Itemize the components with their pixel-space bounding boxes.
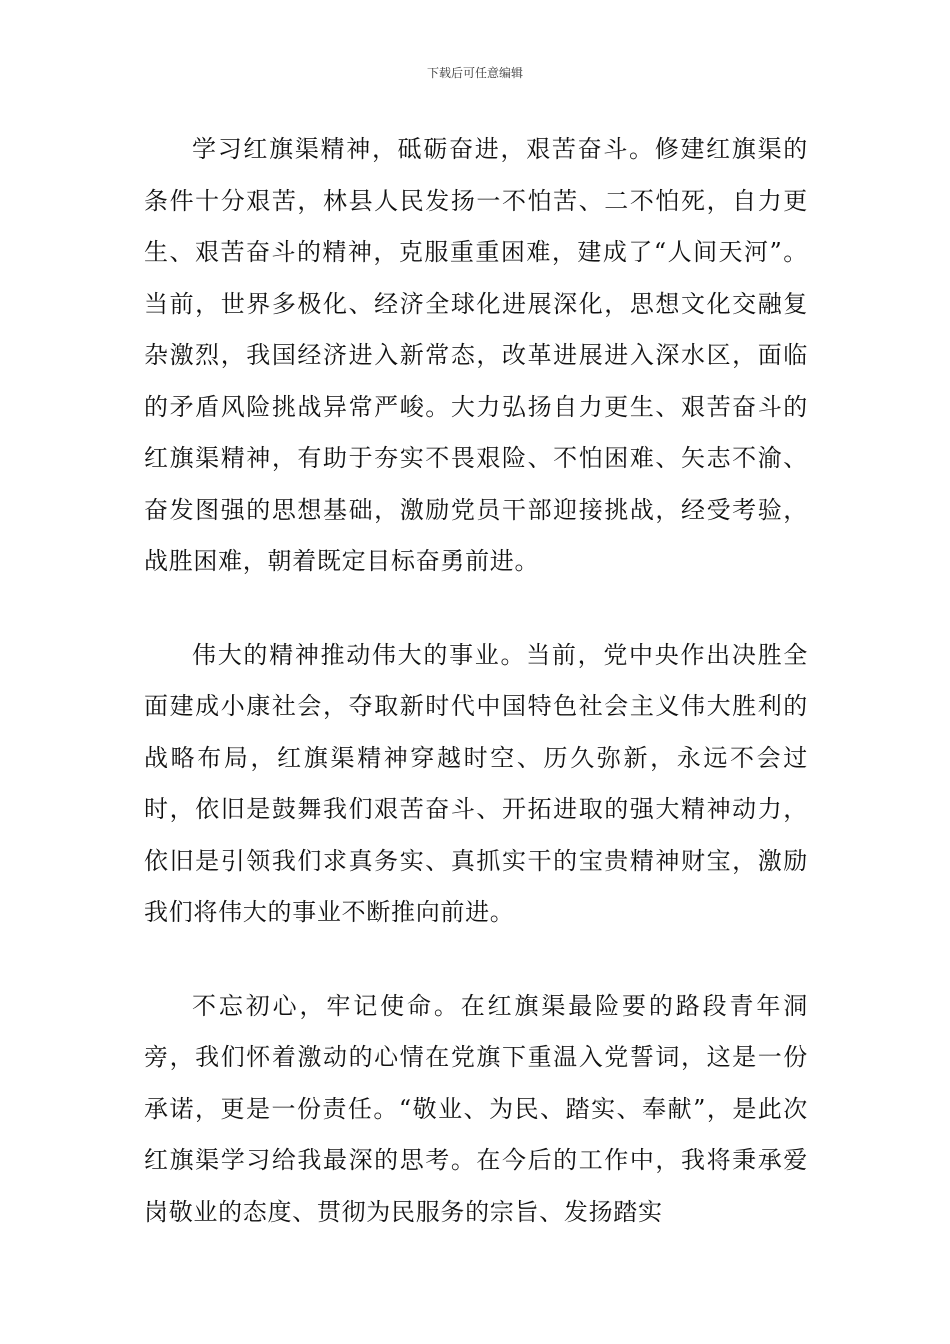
page-header-note: 下载后可任意编辑 xyxy=(426,66,523,80)
paragraph-3: 不忘初心，牢记使命。在红旗渠最险要的路段青年洞旁，我们怀着激动的心情在党旗下重温入党誓词，这是一份承诺，更是一份责任。“敬业、为民、踏实、奉献”，是此次红旗渠学习给我最深的思考。在今后的工作中，我将秉承爱岗敬业的态度、贯彻为民服务的宗旨、发扬踏实 xyxy=(144,991,808,1226)
paragraph-1: 学习红旗渠精神，砥砺奋进，艰苦奋斗。修建红旗渠的条件十分艰苦，林县人民发扬一不怕苦、二不怕死，自力更生、艰苦奋斗的精神，克服重重困难，建成了“人间天河”。当前，世界多极化、经济全球化进展深化，思想文化交融复杂激烈，我国经济进入新常态，改革进展进入深水区，面临的矛盾风险挑战异常严峻。大力弘扬自力更生、艰苦奋斗的红旗渠精神，有助于夯实不畏艰险、不怕困难、矢志不渝、奋发图强的思想基础，激励党员干部迎接挑战，经受考验，战胜困难，朝着既定目标奋勇前进。 xyxy=(144,135,808,575)
paragraph-2: 伟大的精神推动伟大的事业。当前，党中央作出决胜全面建成小康社会，夺取新时代中国特色社会主义伟大胜利的战略布局，红旗渠精神穿越时空、历久弥新，永远不会过时，依旧是鼓舞我们艰苦奋斗、开拓进取的强大精神动力，依旧是引领我们求真务实、真抓实干的宝贵精神财宝，激励我们将伟大的事业不断推向前进。 xyxy=(144,640,808,926)
document-body xyxy=(144,124,808,1238)
